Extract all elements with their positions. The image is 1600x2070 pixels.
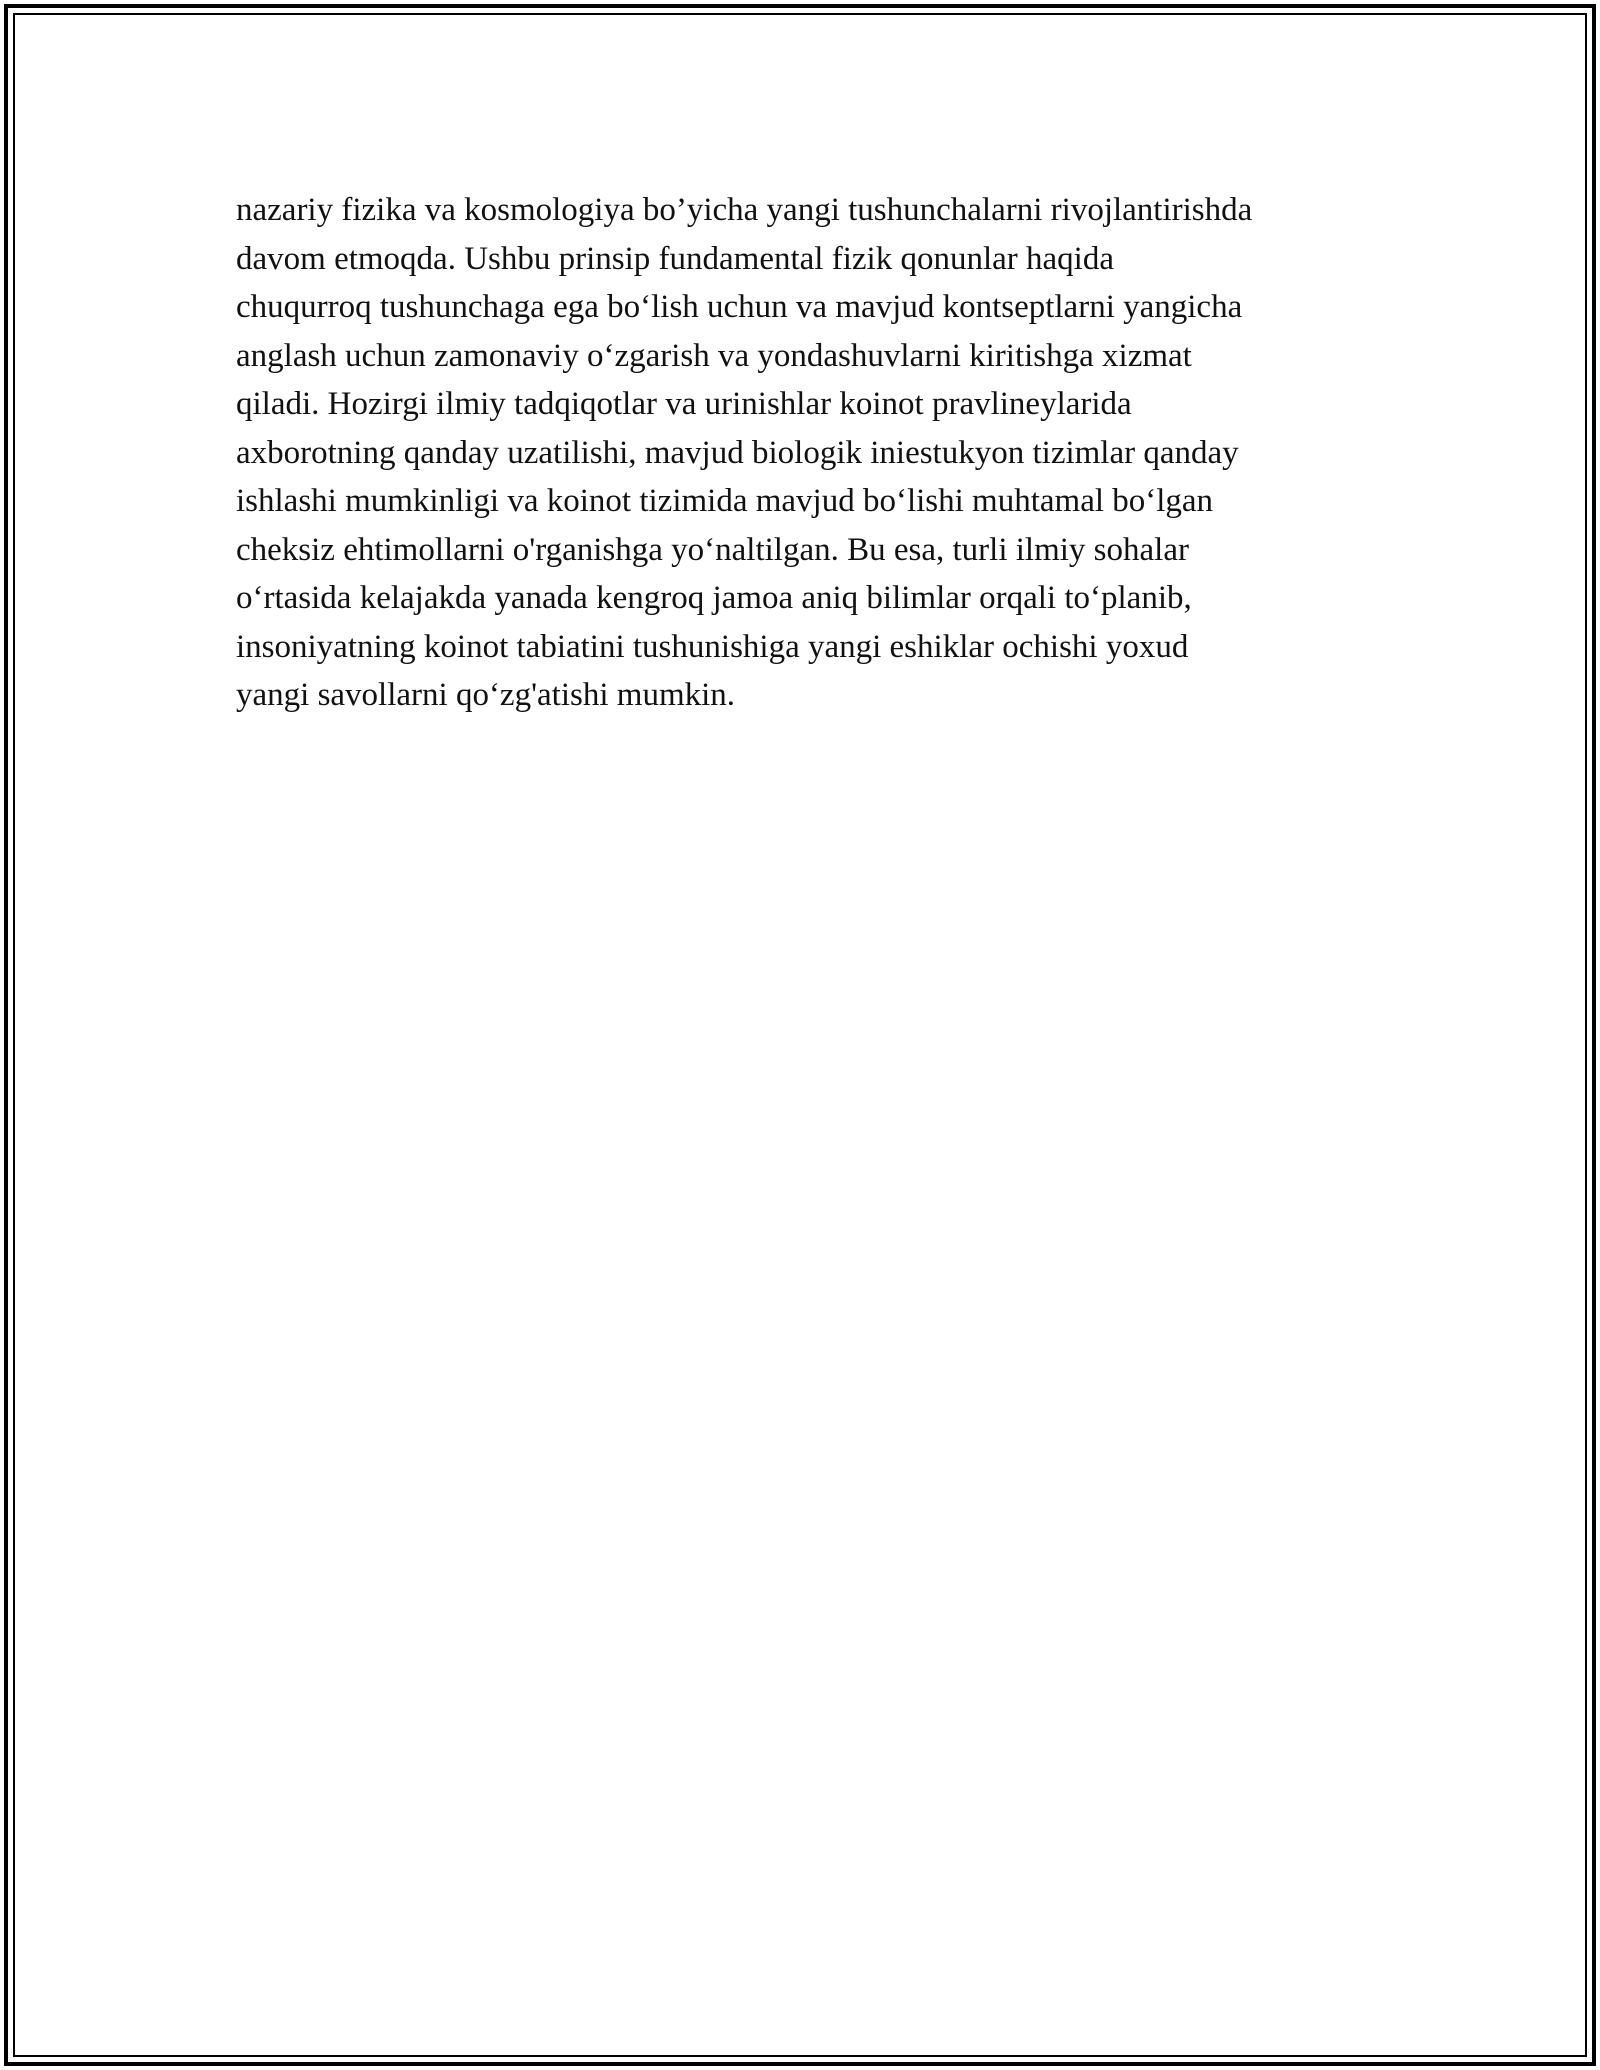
paragraph-line: insoniyatning koinot tabiatini tushunishiga yangi eshiklar ochishi yoxud — [236, 628, 1189, 665]
body-paragraph — [236, 186, 1386, 720]
paragraph-line: davom etmoqda. Ushbu prinsip fundamental fizik qonunlar haqida — [236, 240, 1114, 277]
paragraph-line: axborotning qanday uzatilishi, mavjud biologik iniestukyon tizimlar qanday — [236, 434, 1239, 471]
paragraph-line: qiladi. Hozirgi ilmiy tadqiqotlar va urinishlar koinot pravlineylarida — [236, 386, 1132, 422]
paragraph-line: chuqurroq tushunchaga ega bo‘lish uchun va mavjud kontseptlarni yangicha — [236, 289, 1243, 325]
paragraph-line: ishlashi mumkinligi va koinot tizimida mavjud bo‘lishi muhtamal bo‘lgan — [236, 483, 1214, 519]
paragraph-line: cheksiz ehtimollarni o'rganishga yo‘naltilgan. Bu esa, turli ilmiy sohalar — [236, 531, 1189, 568]
paragraph-line: o‘rtasida kelajakda yanada kengroq jamoa aniq bilimlar orqali to‘planib, — [236, 580, 1192, 616]
paragraph-line: yangi savollarni qo‘zg'atishi mumkin. — [236, 677, 736, 713]
paragraph-line: nazariy fizika va kosmologiya bo’yicha yangi tushunchalarni rivojlantirishda — [236, 192, 1253, 228]
paragraph-line: anglash uchun zamonaviy o‘zgarish va yondashuvlarni kiritishga xizmat — [236, 337, 1192, 374]
